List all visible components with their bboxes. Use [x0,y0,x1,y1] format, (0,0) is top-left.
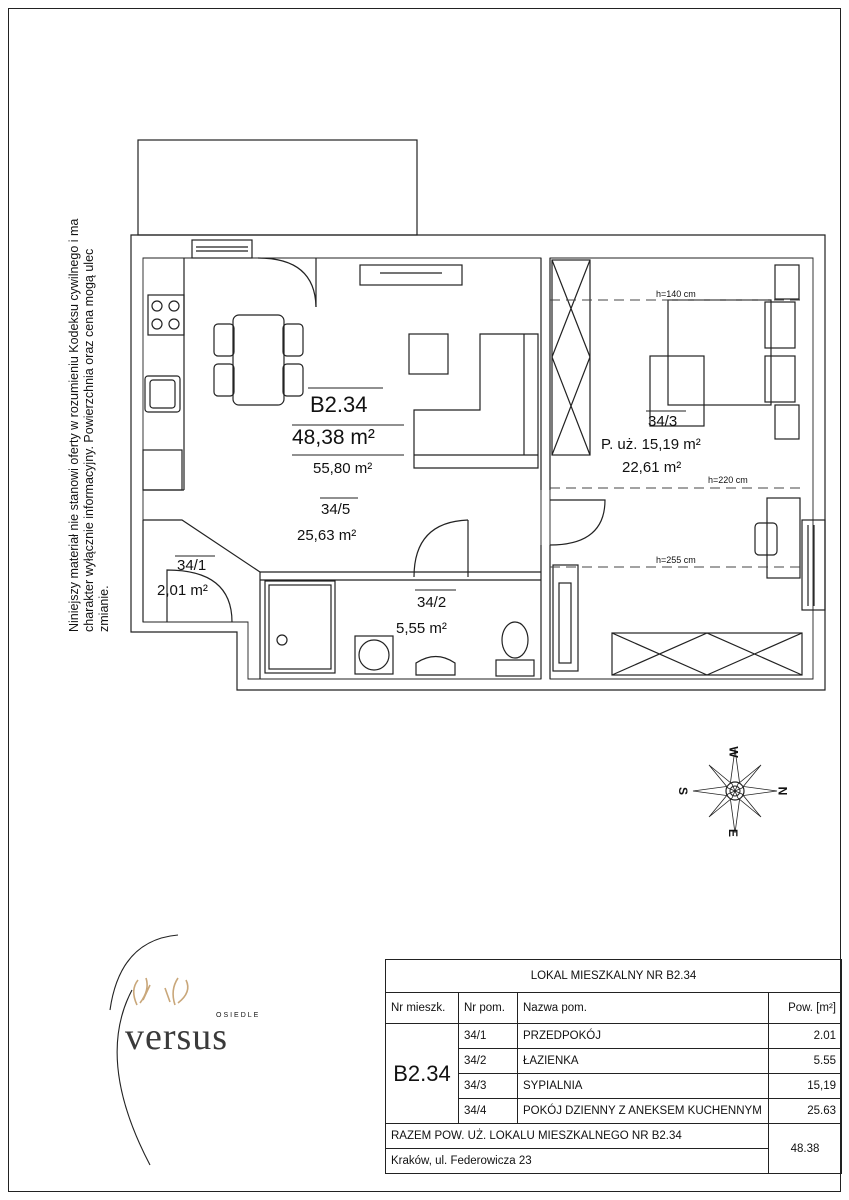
compass-s: S [676,786,691,796]
logo-small-text: OSIEDLE [216,1012,261,1019]
row-nr: 34/4 [459,1099,518,1124]
row-area: 15,19 [769,1074,842,1099]
room-34-5-id: 34/5 [321,501,351,518]
col-header-unit: Nr mieszk. [386,993,459,1024]
room-34-3-id: 34/3 [648,413,678,430]
room-34-1-area: 2,01 m² [157,582,208,599]
table-row [386,1024,842,1049]
unit-code: B2.34 [310,392,368,417]
room-34-3-usable: P. uż. 15,19 m² [601,436,701,453]
logo-name: versus [125,1016,229,1058]
address: Kraków, ul. Federowicza 23 [386,1149,769,1174]
row-area: 5.55 [769,1049,842,1074]
row-nr: 34/2 [459,1049,518,1074]
room-34-3-area: 22,61 m² [622,459,682,476]
compass-e: E [726,828,741,838]
row-name: PRZEDPOKÓJ [518,1024,769,1049]
row-name: SYPIALNIA [518,1074,769,1099]
total-label: RAZEM POW. UŻ. LOKALU MIESZKALNEGO NR B2.34 [386,1124,769,1149]
bathroom-wall [260,572,541,580]
balcony [138,140,417,235]
disclaimer-text: Niniejszy materiał nie stanowi oferty w rozumieniu Kodeksu cywilnego i ma charakter wyłącznie informacyjny. Powierzchnia oraz cena mogą ulec zmianie. [67,218,111,632]
area-table [385,959,842,1174]
row-area: 25.63 [769,1099,842,1124]
row-area: 2.01 [769,1024,842,1049]
height-mark-140: h=140 cm [656,289,696,299]
col-header-room-name: Nazwa pom. [518,993,769,1024]
col-header-room-nr: Nr pom. [459,993,518,1024]
disclaimer [67,212,111,632]
room-34-2-area: 5,55 m² [396,620,447,637]
height-mark-255: h=255 cm [656,555,696,565]
row-name: POKÓJ DZIENNY Z ANEKSEM KUCHENNYM [518,1099,769,1124]
row-nr: 34/1 [459,1024,518,1049]
usable-area: 48,38 m² [292,426,375,449]
compass-n: N [775,786,790,796]
row-nr: 34/3 [459,1074,518,1099]
room-34-1-id: 34/1 [177,557,207,574]
logo-crest [134,978,188,1005]
room-34-2-id: 34/2 [417,594,447,611]
total-value: 48.38 [769,1124,842,1174]
compass-rose [693,749,777,833]
col-header-area: Pow. [m²] [769,993,842,1024]
unit-cell: B2.34 [386,1024,459,1124]
room-34-5-area: 25,63 m² [297,527,357,544]
row-name: ŁAZIENKA [518,1049,769,1074]
table-title: LOKAL MIESZKALNY NR B2.34 [386,960,842,993]
compass-w: W [726,746,741,758]
height-mark-220: h=220 cm [708,475,748,485]
total-area: 55,80 m² [313,460,373,477]
